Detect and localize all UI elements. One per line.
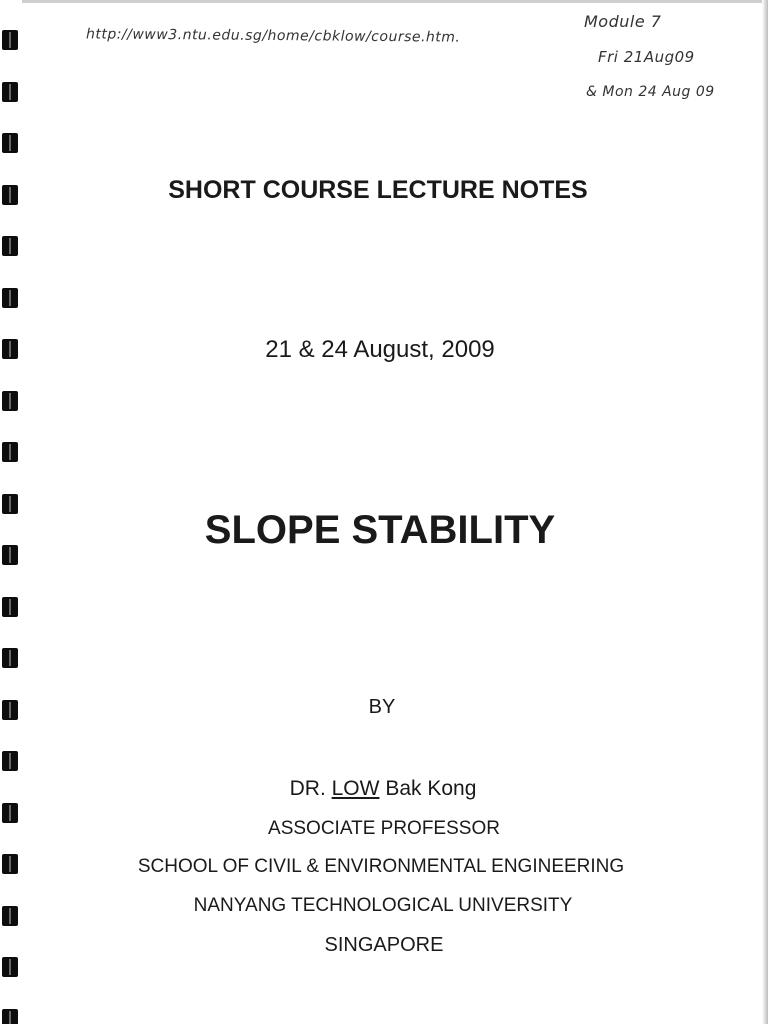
author-prefix: DR. [289, 777, 326, 800]
binding-hole [2, 391, 18, 411]
document-heading: SHORT COURSE LECTURE NOTES [168, 176, 588, 204]
binding-hole [2, 957, 18, 977]
author-university: NANYANG TECHNOLOGICAL UNIVERSITY [193, 895, 573, 916]
handwritten-module: Module 7 [584, 12, 662, 31]
page-right-edge [762, 0, 768, 1024]
page-top-edge [22, 0, 762, 3]
author-country: SINGAPORE [324, 934, 444, 956]
binding-hole [2, 751, 18, 771]
binding-hole [2, 133, 18, 153]
author-surname: LOW [331, 777, 380, 800]
binding-hole [2, 82, 18, 102]
binding-hole [2, 597, 18, 617]
author-school: SCHOOL OF CIVIL & ENVIRONMENTAL ENGINEERING [137, 856, 625, 877]
author-position: ASSOCIATE PROFESSOR [268, 818, 500, 839]
binding-hole [2, 442, 18, 462]
by-label: BY [368, 696, 396, 718]
binding-hole [2, 30, 18, 50]
author-given-name: Bak Kong [385, 777, 477, 800]
course-date: 21 & 24 August, 2009 [265, 336, 495, 363]
binding-hole [2, 648, 18, 668]
handwritten-date-1: Fri 21Aug09 [598, 48, 695, 66]
handwritten-date-2: & Mon 24 Aug 09 [586, 84, 715, 100]
handwritten-url: http://www3.ntu.edu.sg/home/cbklow/course.htm. [85, 26, 461, 46]
binding-hole [2, 288, 18, 308]
binding-hole [2, 1009, 18, 1024]
author-name [0, 777, 766, 801]
document-title: SLOPE STABILITY [204, 508, 556, 552]
binding-hole [2, 236, 18, 256]
